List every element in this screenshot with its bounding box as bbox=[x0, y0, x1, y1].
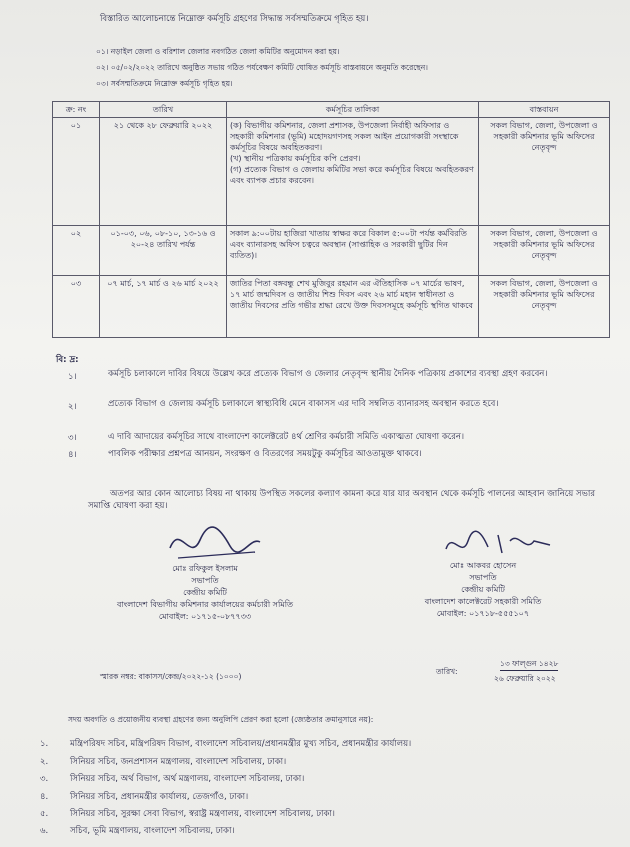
left-signatory-phone: মোবাইল: ০১৭১৫-০৮৭৭৩৩ bbox=[158, 612, 252, 621]
memo-reference: স্মারক নম্বর: বাকাসস/কেন্দ্র/২০২২-১২ (১০০০) bbox=[100, 672, 242, 681]
cc-item bbox=[40, 807, 335, 821]
header-implementer: বাস্তবায়ন bbox=[479, 102, 610, 118]
row-sl: ০১ bbox=[53, 118, 100, 226]
resolution-2: ০২। ০৫/০২/২০২২ তারিখে অনুষ্ঠিত সভায় গঠিত পর্যবেক্ষণ কমিটি ঘোষিত কর্মসূচি বাস্তবায়নে অনুমতি করেছেন। bbox=[96, 63, 428, 72]
note-number: ৩। bbox=[68, 433, 77, 443]
cc-item bbox=[40, 824, 235, 838]
note-number: ৪। bbox=[68, 450, 77, 460]
cc-number: ৫. bbox=[40, 809, 49, 819]
right-signatory-org: বাংলাদেশ কালেক্টরেট সহকারী সমিতি bbox=[424, 597, 542, 606]
cc-number: ২. bbox=[40, 757, 49, 767]
left-signatory-name: মোঃ রফিকুল ইসলাম bbox=[172, 564, 238, 573]
right-signatory-name: মোঃ আকবর হোসেন bbox=[449, 561, 517, 570]
row-implementer: সকল বিভাগ, জেলা, উপজেলা ও সহকারী কমিশনার ভূমি অফিসের নেতৃবৃন্দ bbox=[479, 118, 610, 226]
program-table bbox=[52, 101, 610, 338]
right-signatory-phone: মোবাইল: ০১৭১৮-৫৫৫১০৭ bbox=[436, 609, 530, 618]
resolution-3: ০৩। সর্বসম্মতিক্রমে নিম্নোক্ত কর্মসূচি গৃহিত হয়। bbox=[96, 79, 233, 88]
closing-paragraph: অতপর আর কোন আলোচ্য বিষয় না থাকায় উপস্থিত সকলের কল্যাণ কামনা করে যার যার অবস্থান থেকে কর্মসূচি পালনের আহবান জানিয়ে সভার সমাপ্তি ঘোষণা করা হয়। bbox=[88, 489, 595, 511]
note-text: কর্মসূচি চলাকালে দাবির বিষয়ে উল্লেখ করে প্রত্যেক বিভাগ ও জেলার নেতৃবৃন্দ স্থানীয় দৈনিক পত্রিকায় প্রকাশের ব্যবস্থা গ্রহণ করবেন। bbox=[108, 369, 548, 379]
left-signatory-org: বাংলাদেশ বিভাগীয় কমিশনার কার্যালয়ের কর্মচারী সমিতি bbox=[117, 600, 293, 609]
row-sl: ০২ bbox=[53, 226, 100, 276]
program-item: (ক) বিভাগীয় কমিশনার, জেলা প্রশাসক, উপজেলা নির্বাহী অফিসার ও সহকারী কমিশনার (ভূমি) মহোদয়গণসহ সকল আইন প্রয়োগকারী সংস্থাকে কর্মসূচির বিষয়ে অবহিতকরণ। bbox=[230, 121, 459, 152]
cc-number: ৩. bbox=[40, 774, 49, 784]
left-signatory bbox=[80, 563, 330, 623]
header-program: কর্মসূচির তালিকা bbox=[227, 102, 479, 118]
header-date: তারিখ bbox=[100, 102, 227, 118]
cc-item bbox=[40, 772, 305, 786]
memo-date-label: তারিখ: bbox=[436, 667, 458, 676]
cc-item bbox=[40, 755, 287, 769]
memo-date-bangla: ১৩ ফাল্গুন ১৪২৮ bbox=[500, 658, 558, 671]
table-row bbox=[53, 118, 610, 226]
left-signature-scribble bbox=[160, 518, 270, 566]
cc-text: সিনিয়র সচিব, জনপ্রশাসন মন্ত্রণালয়, বাংলাদেশ সচিবালয়, ঢাকা। bbox=[70, 757, 287, 767]
table-row bbox=[53, 226, 610, 276]
row-date: ২১ থেকে ২৮ ফেব্রুয়ারি ২০২২ bbox=[100, 118, 227, 226]
right-signatory-title: সভাপতি bbox=[469, 573, 497, 582]
left-signatory-title: সভাপতি bbox=[191, 576, 219, 585]
row-implementer: সকল বিভাগ, জেলা, উপজেলা ও সহকারী কমিশনার ভূমি অফিসের নেতৃবৃন্দ bbox=[479, 276, 610, 338]
right-signatory bbox=[368, 560, 598, 620]
row-sl: ০৩ bbox=[53, 276, 100, 338]
cc-item bbox=[40, 790, 249, 804]
note-text: প্রত্যেক বিভাগ ও জেলায় কর্মসূচি চলাকালে স্বাস্থ্যবিধি মেনে বাকাসস এর দাবি সম্বলিত ব্যানারসহ অবস্থান করতে হবে। bbox=[108, 399, 499, 409]
right-signatory-committee: কেন্দ্রীয় কমিটি bbox=[461, 585, 505, 594]
row-program: জাতির পিতা বঙ্গবন্ধু শেখ মুজিবুর রহমান এর ঐতিহাসিক ০৭ মার্চের ভাষণ, ১৭ মার্চ জন্মদিবস ও জাতীয় শিশু দিবস এবং ২৬ মার্চ মহান স্বাধীনতা ও জাতীয় দিবসের প্রতি গভীর শ্রদ্ধা রেখে উক্ত দিবসসমূহে কর্মসূচি স্থগিত থাকবে bbox=[227, 276, 479, 338]
resolution-1: ০১। নড়াইল জেলা ও বরিশাল জেলার নবগঠিত জেলা কমিটির অনুমোদন করা হয়। bbox=[96, 47, 340, 56]
agenda-line: বিস্তারিত আলোচনান্তে নিম্নোক্ত কর্মসূচি গ্রহণের সিদ্ধান্ত সর্বসম্মতিক্রমে গৃহিত হয়। bbox=[100, 14, 369, 24]
cc-number: ৪. bbox=[40, 792, 49, 802]
row-program bbox=[227, 118, 479, 226]
note-number: ১। bbox=[68, 372, 77, 382]
memo-date-gregorian: ২৬ ফেব্রুয়ারি ২০২২ bbox=[494, 674, 556, 683]
note-text: পাবলিক পরীক্ষার প্রশ্নপত্র আনয়ন, সংরক্ষণ ও বিতরণের সময়টুকু কর্মসূচির আওতামুক্ত থাকবে। bbox=[108, 449, 422, 459]
row-program: সকাল ৯:০০টায় হাজিরা খাতায় স্বাক্ষর করে বিকাল ৫:০০টা পর্যন্ত কর্মবিরতি এবং ব্যানারসহ অফিস চত্বরে অবস্থান (সাপ্তাহিক ও সরকারী ছুটির দিন ব্যতিত)। bbox=[227, 226, 479, 276]
cc-item bbox=[40, 737, 412, 751]
table-header-row bbox=[53, 102, 610, 118]
right-signature-scribble bbox=[438, 527, 558, 563]
row-date: ০৭ মার্চ, ১৭ মার্চ ও ২৬ মার্চ ২০২২ bbox=[100, 276, 227, 338]
program-item: (গ) প্রত্যেক বিভাগ ও জেলায় কমিটির সভা করে কর্মসূচির বিষয়ে অবহিতকরণ এবং ব্যাপক প্রচার করবেন। bbox=[230, 165, 474, 185]
row-date: ০১-০৩, ০৬, ০৮-১০, ১৩-১৬ ও ২০-২৪ তারিখ পর্যন্ত bbox=[100, 226, 227, 276]
cc-text: সিনিয়র সচিব, প্রধানমন্ত্রীর কার্যালয়, তেজগাঁও, ঢাকা। bbox=[70, 792, 249, 802]
left-signatory-committee: কেন্দ্রীয় কমিটি bbox=[183, 588, 227, 597]
cc-number: ১. bbox=[40, 739, 49, 749]
cc-text: সচিব, ভূমি মন্ত্রণালয়, বাংলাদেশ সচিবালয়, ঢাকা। bbox=[70, 826, 235, 836]
table-row bbox=[53, 276, 610, 338]
cc-number: ৬. bbox=[40, 826, 49, 836]
notes-heading: বি: দ্র: bbox=[56, 355, 79, 365]
program-item: (খ) স্থানীয় পত্রিকায় কর্মসূচির কপি প্রেরণ। bbox=[230, 154, 361, 163]
header-sl: ক্র: নং bbox=[53, 102, 100, 118]
cc-text: মন্ত্রিপরিষদ সচিব, মন্ত্রিপরিষদ বিভাগ, বাংলাদেশ সচিবালয়/প্রধানমন্ত্রীর মুখ্য সচিব, প্রধানমন্ত্রীর কার্যালয়। bbox=[70, 739, 412, 749]
cc-text: সিনিয়র সচিব, অর্থ বিভাগ, অর্থ মন্ত্রণালয়, বাংলাদেশ সচিবালয়, ঢাকা। bbox=[70, 774, 305, 784]
cc-heading: সদয় অবগতি ও প্রয়োজনীয় ব্যবস্থা গ্রহণের জন্য অনুলিপি প্রেরণ করা হলো (জ্যেষ্ঠতার ক্রমানুসারে নয়): bbox=[68, 715, 374, 724]
row-implementer: সকল বিভাগ, জেলা, উপজেলা ও সহকারী কমিশনার ভূমি অফিসের নেতৃবৃন্দ bbox=[479, 226, 610, 276]
note-number: ২। bbox=[68, 402, 77, 412]
cc-text: সিনিয়র সচিব, সুরক্ষা সেবা বিভাগ, স্বরাষ্ট্র মন্ত্রণালয়, বাংলাদেশ সচিবালয়, ঢাকা। bbox=[70, 809, 335, 819]
note-text: এ দাবি আদায়ের কর্মসূচির সাথে বাংলাদেশ কালেক্টরেট ৪র্থ শ্রেণির কর্মচারী সমিতি একাত্মতা ঘোষণা করেন। bbox=[108, 432, 464, 442]
